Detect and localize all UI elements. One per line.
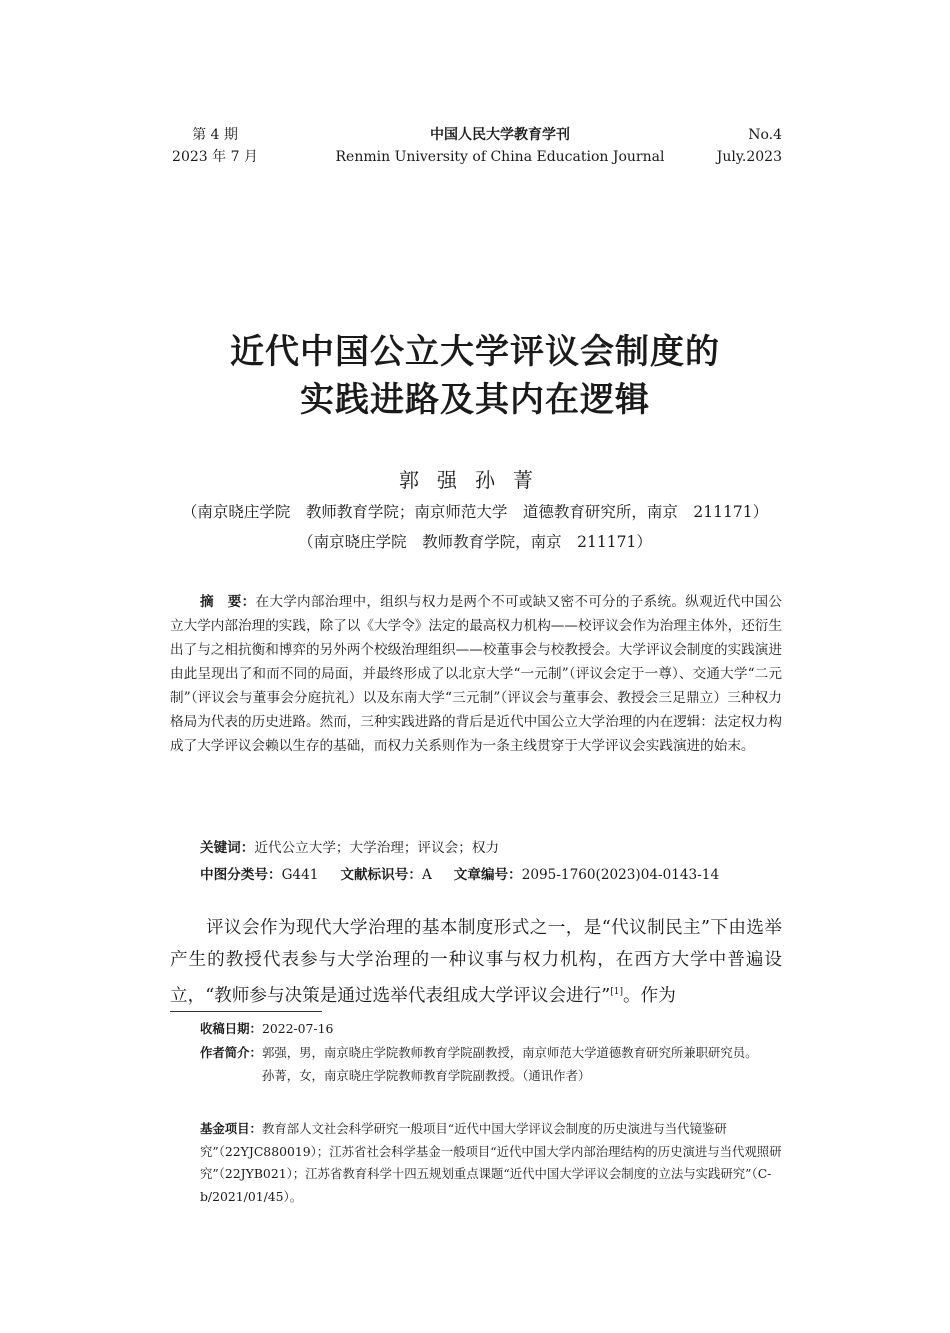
header-number: No.4 (748, 127, 782, 143)
citation-ref: [1] (610, 987, 623, 997)
keywords-text: 近代公立大学；大学治理；评议会；权力 (254, 840, 500, 856)
author1-bio: 郭强，男，南京晓庄学院教师教育学院副教授，南京师范大学道德教育研究所兼职研究员。 (261, 1045, 758, 1060)
abstract (170, 590, 782, 758)
header-issue-block (170, 124, 260, 168)
article-number-label: 文章编号： (453, 867, 522, 883)
title-line-1: 近代中国公立大学评议会制度的 (230, 332, 720, 372)
fund-label: 基金项目： (200, 1121, 262, 1136)
article-number-value: 2095-1760(2023)04-0143-14 (521, 867, 720, 883)
body-paragraph (170, 912, 782, 1012)
authors-label: 作者简介： (200, 1045, 262, 1060)
affiliation-2: （南京晓庄学院 教师教育学院，南京 211171） (298, 533, 652, 551)
clc-value: G441 (281, 867, 319, 883)
author-names: 郭强孙菁 (399, 468, 551, 492)
header-journal-block (330, 124, 670, 168)
abstract-text: 在大学内部治理中，组织与权力是两个不可或缺又密不可分的子系统。纵观近代中国公立大学内部治理的实践，除了以《大学令》法定的最高权力机构——校评议会作为治理主体外，还衍生出了与之相抗衡和博弈的另外两个校级治理组织——校董事会与校教授会。大学评议会制度的实践演进由此呈现出了和而不同的局面，并最终形成了以北京大学“一元制”（评议会定于一尊）、交通大学“二元制”（评议会与董事会分庭抗礼）以及东南大学“三元制”（评议会与董事会、教授会三足鼎立）三种权力格局为代表的历史进路。然而，三种实践进路的背后是近代中国公立大学治理的内在逻辑：法定权力构成了大学评议会赖以生存的基础，而权力关系则作为一条主线贯穿于大学评议会实践演进的始末。 (170, 594, 783, 754)
footnote-fund (200, 1118, 782, 1208)
footnote-authors (200, 1042, 782, 1087)
keywords-label: 关键词： (200, 840, 255, 856)
header-number-block (700, 124, 782, 168)
title-line-2: 实践进路及其内在逻辑 (300, 380, 650, 420)
header-date: 2023 年 7 月 (172, 149, 258, 165)
abstract-label: 摘 要： (200, 594, 256, 610)
footnote-received (200, 1018, 333, 1041)
journal-name-en: Renmin University of China Education Journal (335, 149, 665, 165)
keywords (200, 836, 499, 860)
classification-line (200, 863, 719, 887)
article-title (100, 328, 850, 424)
affiliation-1: （南京晓庄学院 教师教育学院；南京师范大学 道德教育研究所，南京 211171） (181, 503, 769, 521)
footnote-divider (170, 1011, 322, 1012)
header-month: July.2023 (716, 149, 782, 165)
doc-code-label: 文献标识号： (340, 867, 422, 883)
received-value: 2022-07-16 (261, 1021, 334, 1036)
journal-name-cn: 中国人民大学教育学刊 (430, 127, 570, 143)
body-text-start: 评议会作为现代大学治理的基本制度形式之一，是“代议制民主”下由选举产生的教授代表参与大学治理的一种议事与权力机构，在西方大学中普遍设立，“教师参与决策是通过选举代表组成大学评议会进行” (170, 918, 782, 1006)
received-label: 收稿日期： (200, 1021, 262, 1036)
fund-text: 教育部人文社会科学研究一般项目“近代中国大学评议会制度的历史演进与当代镜鉴研究”（22YJC880019）；江苏省社会科学基金一般项目“近代中国大学内部治理结构的历史演进与当代观照研究”（22JYB021）；江苏省教育科学十四五规划重点课题“近代中国大学评议会制度的立法与实践研究”（C-b/2021/01/45）。 (200, 1121, 782, 1204)
header-issue: 第 4 期 (192, 127, 238, 143)
body-text-tail: 。作为 (623, 985, 676, 1006)
doc-code-value: A (421, 867, 432, 883)
author2-bio: 孙菁，女，南京晓庄学院教师教育学院副教授。（通讯作者） (262, 1067, 591, 1083)
clc-label: 中图分类号： (200, 867, 282, 883)
